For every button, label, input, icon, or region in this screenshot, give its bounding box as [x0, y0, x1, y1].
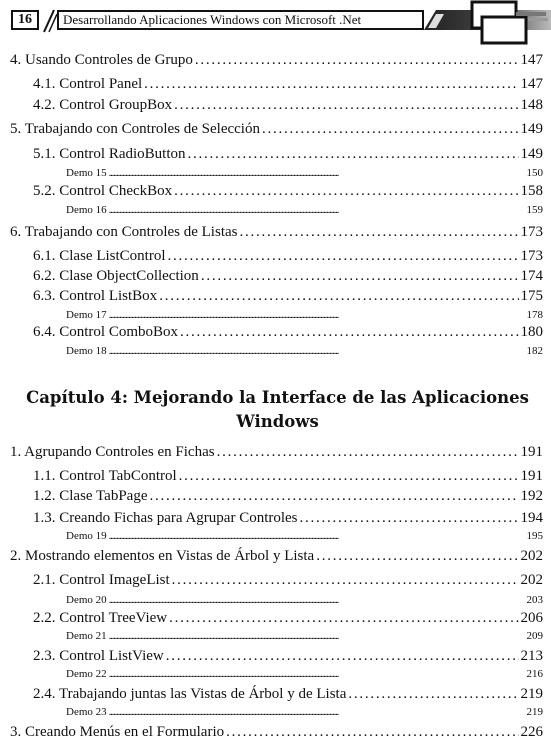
dot-leader [150, 488, 519, 505]
toc-entry-title: Demo 19 [66, 530, 107, 542]
toc-entry [10, 444, 543, 461]
toc-entry [33, 97, 543, 114]
toc-entry-page: 173 [520, 248, 543, 264]
header-slash-decoration [41, 8, 57, 34]
toc-entry-title: Demo 18 [66, 345, 107, 357]
toc-entry [33, 248, 543, 265]
toc-entry-page: 147 [520, 76, 543, 92]
toc-entry-page: 149 [520, 146, 543, 162]
toc-entry-title: 2.2. Control TreeView [33, 610, 168, 626]
dot-leader [144, 76, 518, 93]
dot-leader [109, 167, 525, 179]
toc-demo-entry [66, 594, 543, 606]
dot-leader [239, 224, 518, 241]
toc-entry-title: Demo 22 [66, 668, 107, 680]
toc-entry-page: 147 [520, 52, 543, 68]
toc-entry-title: Demo 21 [66, 630, 107, 642]
toc-entry-page: 203 [526, 594, 543, 606]
toc-entry-page: 192 [520, 488, 543, 504]
toc-entry-page: 191 [520, 468, 543, 484]
toc-entry-page: 219 [526, 706, 543, 718]
dot-leader [109, 204, 525, 216]
toc-entry [33, 648, 543, 665]
toc-entry-title: 4.2. Control GroupBox [33, 97, 173, 113]
toc-demo-entry [66, 706, 543, 718]
toc-entry-title: 1. Agrupando Controles en Fichas [10, 444, 215, 460]
toc-entry-title: 4. Usando Controles de Grupo [10, 52, 193, 68]
toc-entry-page: 191 [520, 444, 543, 460]
toc-entry-title: 2.3. Control ListView [33, 648, 164, 664]
toc-entry [10, 724, 543, 741]
dot-leader [109, 594, 525, 606]
toc-entry-title: 6.3. Control ListBox [33, 288, 158, 304]
toc-demo-entry [66, 668, 543, 680]
toc-entry [33, 686, 543, 703]
toc-entry-title: Demo 17 [66, 309, 107, 321]
toc-entry [10, 548, 543, 565]
toc-demo-entry [66, 530, 543, 542]
chapter-heading: Capítulo 4: Mejorando la Interface de las Aplicaciones Windows [26, 388, 529, 431]
toc-entry-title: 5.1. Control RadioButton [33, 146, 186, 162]
toc-entry-page: 194 [520, 510, 543, 526]
toc-entry-title: 6.1. Clase ListControl [33, 248, 166, 264]
toc-entry-page: 178 [526, 309, 543, 321]
toc-demo-entry [66, 309, 543, 321]
toc-entry-page: 173 [520, 224, 543, 240]
toc-demo-entry [66, 204, 543, 216]
dot-leader [109, 530, 525, 542]
toc-entry-title: 4.1. Control Panel [33, 76, 143, 92]
toc-entry-page: 180 [520, 324, 543, 340]
toc-entry-page: 209 [526, 630, 543, 642]
toc-entry [33, 76, 543, 93]
toc-demo-entry [66, 167, 543, 179]
toc-entry-page: 182 [526, 345, 543, 357]
toc-entry-page: 226 [520, 724, 543, 740]
dot-leader [109, 630, 525, 642]
toc-entry-title: 1.1. Control TabControl [33, 468, 177, 484]
toc-demo-entry [66, 345, 543, 357]
toc-entry-title: Demo 20 [66, 594, 107, 606]
toc-entry [33, 572, 543, 589]
toc-entry-page: 202 [520, 548, 543, 564]
toc-entry [33, 183, 543, 200]
toc-entry [33, 488, 543, 505]
toc-entry [33, 510, 543, 527]
dot-leader [168, 248, 519, 265]
toc-entry-title: Demo 15 [66, 167, 107, 179]
toc-demo-entry [66, 630, 543, 642]
toc-entry-page: 202 [520, 572, 543, 588]
toc-entry [33, 146, 543, 163]
book-title: Desarrollando Aplicaciones Windows con Microsoft .Net [57, 10, 424, 30]
toc-entry-page: 216 [526, 668, 543, 680]
toc-entry [33, 268, 543, 285]
toc-entry-page: 213 [520, 648, 543, 664]
dot-leader [174, 97, 518, 114]
toc-entry-title: 5. Trabajando con Controles de Selección [10, 121, 260, 137]
toc-entry-page: 206 [520, 610, 543, 626]
toc-entry-title: 1.3. Creando Fichas para Agrupar Controles [33, 510, 298, 526]
toc-entry-page: 219 [520, 686, 543, 702]
toc-entry-title: 5.2. Control CheckBox [33, 183, 173, 199]
page-number: 16 [11, 10, 39, 30]
toc-entry-page: 175 [520, 288, 543, 304]
toc-entry-page: 149 [520, 121, 543, 137]
dot-leader [174, 183, 518, 200]
dot-leader [179, 468, 519, 485]
page-header [0, 0, 551, 46]
dot-leader [109, 309, 525, 321]
dot-leader [316, 548, 518, 565]
toc-entry [10, 52, 543, 69]
dot-leader [172, 572, 519, 589]
dot-leader [109, 345, 525, 357]
dot-leader [109, 706, 525, 718]
dot-leader [188, 146, 519, 163]
dot-leader [348, 686, 518, 703]
toc-entry [33, 288, 543, 305]
dot-leader [226, 724, 518, 741]
dot-leader [201, 268, 519, 285]
toc-entry [33, 468, 543, 485]
toc-entry-title: 3. Creando Menús en el Formulario [10, 724, 225, 740]
toc-entry [10, 121, 543, 138]
toc-entry-title: 2. Mostrando elementos en Vistas de Árbol y Lista [10, 548, 315, 564]
toc-entry-page: 150 [526, 167, 543, 179]
toc-entry-page: 195 [526, 530, 543, 542]
toc-entry-page: 159 [526, 204, 543, 216]
dot-leader [166, 648, 519, 665]
toc-entry-title: 6.2. Clase ObjectCollection [33, 268, 199, 284]
toc-entry-title: Demo 23 [66, 706, 107, 718]
dot-leader [262, 121, 519, 138]
dot-leader [109, 668, 525, 680]
dot-leader [180, 324, 518, 341]
toc-entry [10, 224, 543, 241]
toc-entry-page: 148 [520, 97, 543, 113]
toc-entry-title: 2.1. Control ImageList [33, 572, 170, 588]
toc-entry-title: 2.4. Trabajando juntas las Vistas de Árbol y de Lista [33, 686, 347, 702]
dot-leader [217, 444, 519, 461]
toc-entry-title: Demo 16 [66, 204, 107, 216]
toc-entry [33, 324, 543, 341]
toc-entry-title: 6. Trabajando con Controles de Listas [10, 224, 238, 240]
dot-leader [300, 510, 519, 527]
dot-leader [159, 288, 518, 305]
dot-leader [169, 610, 518, 627]
toc-entry-title: 1.2. Clase TabPage [33, 488, 148, 504]
toc-entry [33, 610, 543, 627]
toc-entry-page: 174 [520, 268, 543, 284]
dot-leader [195, 52, 519, 69]
windows-decoration-icon [424, 0, 551, 46]
toc-entry-title: 6.4. Control ComboBox [33, 324, 179, 340]
toc-entry-page: 158 [520, 183, 543, 199]
